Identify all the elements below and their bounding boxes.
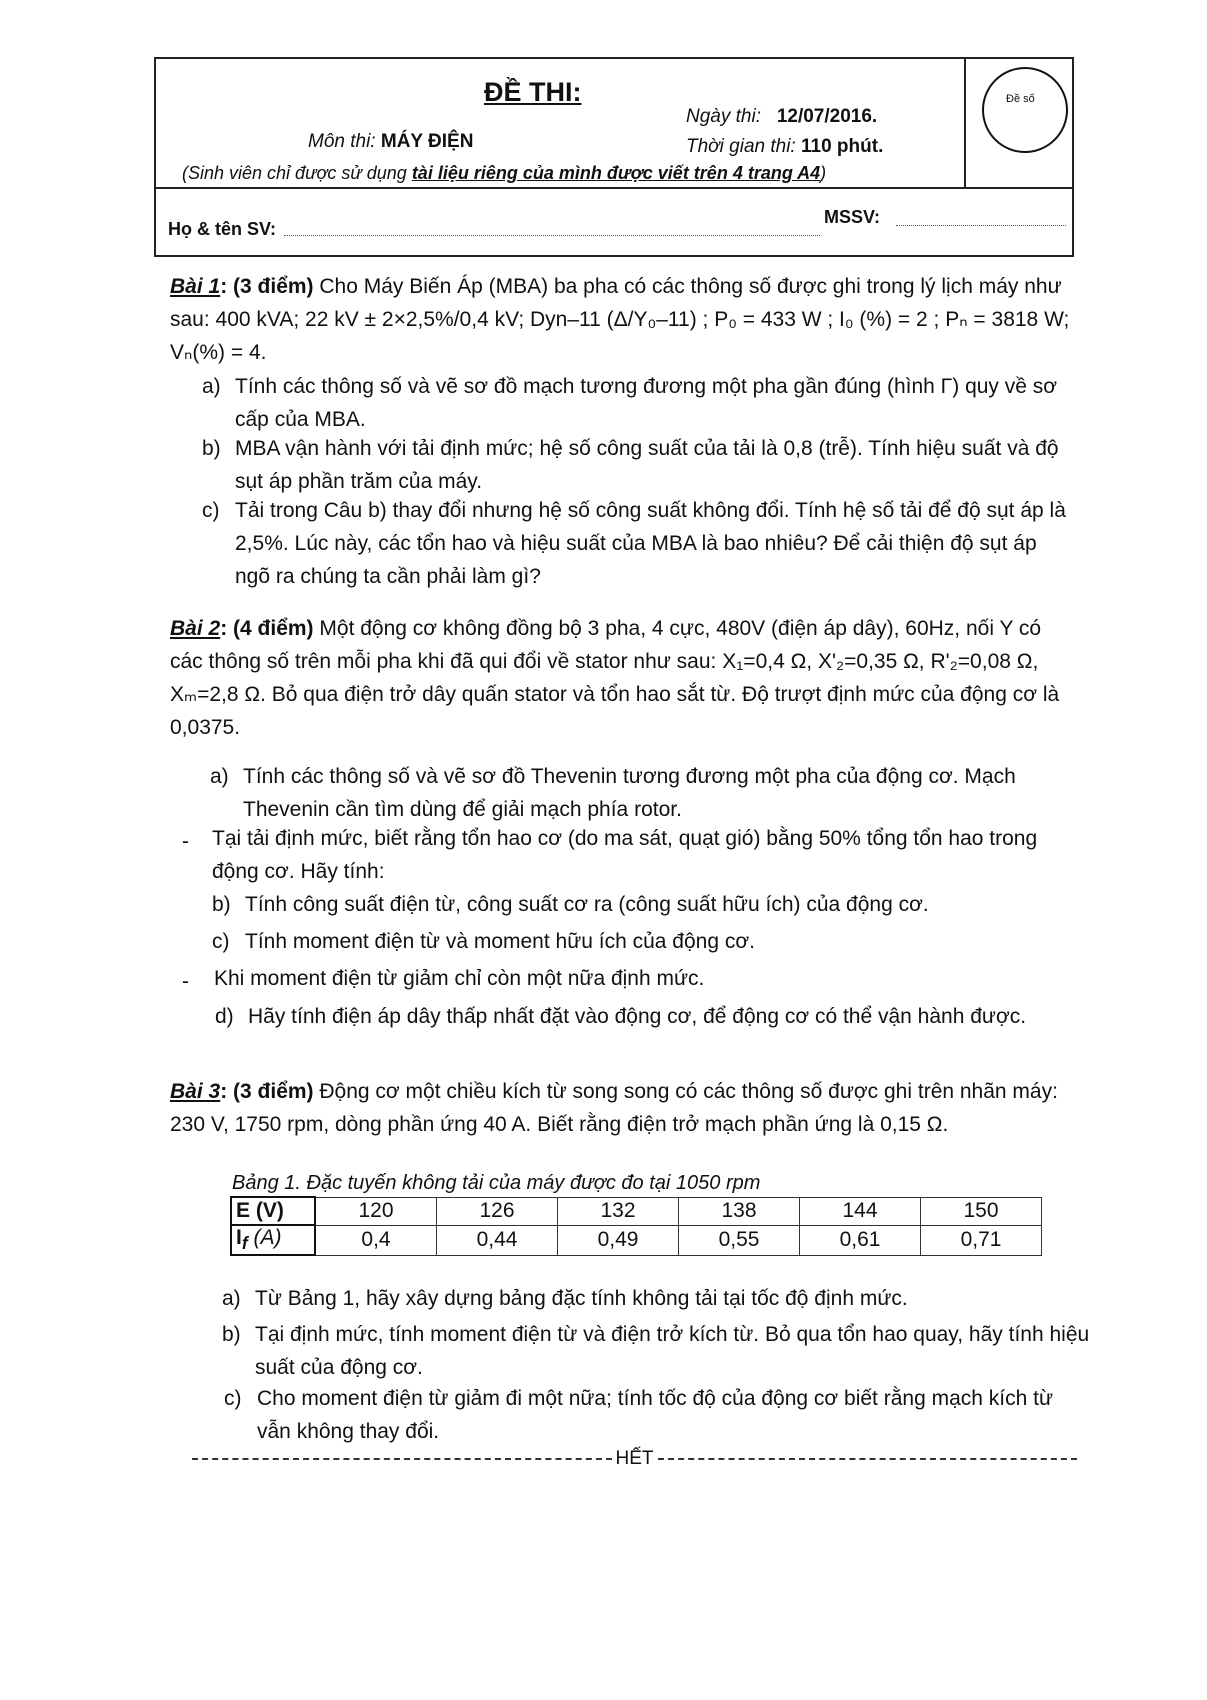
table-cell: 132 [558,1197,679,1225]
exam-title: ĐỀ THI: [484,77,582,107]
row-header-e: E (V) [231,1197,315,1225]
question-text: Tính moment điện từ và moment hữu ích của động cơ. [245,930,755,953]
bai3-points: : (3 điểm) [220,1080,314,1103]
bullet-dash: - [182,830,189,853]
duration-value: 110 phút. [801,136,884,157]
bai1-heading [170,275,314,298]
row-header-if [231,1225,315,1255]
question-label: c) [202,499,220,522]
question-label: c) [212,930,230,953]
end-text: HẾT [615,1448,654,1469]
question-text: MBA vận hành với tải định mức; hệ số công suất của tải là 0,8 (trễ). Tính hiệu suất và độ sụt áp phần trăm của máy. [235,437,1059,493]
table-row-e [231,1197,1042,1225]
bai1-question-c [202,494,1070,593]
question-text: Tính các thông số và vẽ sơ đồ Thevenin tương đương một pha của động cơ. Mạch Thevenin cần tìm dùng để giải mạch phía rotor. [243,765,1016,821]
bai2-text: Một động cơ không đồng bộ 3 pha, 4 cực, 480V (điện áp dây), 60Hz, nối Y có các thông số trên mỗi pha khi đã qui đổi về stator như sau: X₁=0,4 Ω, X'₂=0,35 Ω, R'₂=0,08 Ω, Xₘ=2,8 Ω. Bỏ qua điện trở dây quấn stator và tổn hao sắt từ. Độ trượt định mức của động cơ là 0,0375. [170,617,1060,739]
if-symbol: I [236,1226,242,1249]
note-prefix: (Sinh viên chỉ được sử dụng [182,163,412,183]
question-label: c) [224,1387,242,1410]
student-name-field[interactable] [284,235,820,236]
bai2-bullet-2: Khi moment điện từ giảm chỉ còn một nữa định mức. [214,967,705,990]
exam-date [686,106,877,128]
no-load-table [230,1196,1042,1256]
question-text: Cho moment điện từ giảm đi một nữa; tính tốc độ của động cơ biết rằng mạch kích từ vẫn không thay đổi. [257,1387,1054,1443]
student-id-field[interactable] [896,225,1066,226]
question-label: d) [215,1005,234,1028]
duration-label: Thời gian thi: [686,136,796,157]
date-label: Ngày thi: [686,106,761,127]
end-marker [192,1448,1077,1470]
bai2-question-b [212,888,1075,921]
divider [192,1458,612,1460]
bai1-label: Bài 1 [170,275,221,298]
student-id-label: MSSV: [824,207,881,227]
bai2-question-c [212,925,1075,958]
table-cell: 0,71 [921,1225,1042,1255]
table-cell: 150 [921,1197,1042,1225]
exam-duration [686,136,883,158]
table-cell: 0,61 [800,1225,921,1255]
question-label: a) [210,765,229,788]
student-name-label: Họ & tên SV: [168,219,277,239]
bai1-points: : (3 điểm) [220,275,314,298]
table-cell: 0,4 [315,1225,437,1255]
table-cell: 138 [679,1197,800,1225]
bai3-question-c [224,1382,1092,1448]
bai2-question-a [210,760,1073,826]
subject-label: Môn thi: [308,131,376,152]
divider [156,187,1072,189]
bai2-points: : (4 điểm) [220,617,314,640]
question-text: Tại định mức, tính moment điện từ và điện trở kích từ. Bỏ qua tổn hao quay, hãy tính hiệu suất của động cơ. [255,1323,1090,1379]
materials-note [182,163,826,184]
divider [658,1458,1078,1460]
table-cell: 0,55 [679,1225,800,1255]
note-bold: tài liệu riêng của mình được viết trên 4 trang A4 [411,163,821,183]
question-label: b) [202,437,221,460]
bai2-intro [170,612,1075,744]
question-label: b) [222,1323,241,1346]
if-unit: (A) [247,1226,282,1249]
question-text: Hãy tính điện áp dây thấp nhất đặt vào động cơ, để động cơ có thể vận hành được. [248,1005,1027,1028]
bai3-label: Bài 3 [170,1080,221,1103]
question-label: a) [202,375,221,398]
question-label: a) [222,1287,241,1310]
table-cell: 144 [800,1197,921,1225]
bai1-intro [170,270,1070,369]
bai1-question-b [202,432,1070,498]
date-value: 12/07/2016. [776,106,878,127]
table-caption: Bảng 1. Đặc tuyến không tải của máy được đo tại 1050 rpm [232,1172,761,1194]
table-cell: 126 [437,1197,558,1225]
divider [964,59,966,187]
exam-header-box [154,57,1074,257]
question-text: Từ Bảng 1, hãy xây dựng bảng đặc tính không tải tại tốc độ định mức. [255,1287,908,1310]
bai3-intro [170,1075,1080,1141]
table-cell: 0,49 [558,1225,679,1255]
question-text: Tải trong Câu b) thay đổi nhưng hệ số công suất không đổi. Tính hệ số tải để độ sụt áp là 2,5%. Lúc này, các tổn hao và hiệu suất của MBA là bao nhiêu? Để cải thiện độ sụt áp ngõ ra chúng ta cần phải làm gì? [235,499,1066,588]
question-text: Tính các thông số và vẽ sơ đồ mạch tương đương một pha gần đúng (hình Γ) quy về sơ cấp của MBA. [235,375,1058,431]
bai2-bullet-1: Tại tải định mức, biết rằng tổn hao cơ (do ma sát, quạt gió) bằng 50% tổng tổn hao trong động cơ. Hãy tính: [212,827,1038,883]
if-subscript: f [241,1233,248,1254]
question-text: Tính công suất điện từ, công suất cơ ra (công suất hữu ích) của động cơ. [245,893,929,916]
table-row-if [231,1225,1042,1255]
table-cell: 120 [315,1197,437,1225]
bai3-question-a [222,1282,1085,1315]
bai1-question-a [202,370,1070,436]
subject [308,131,473,153]
note-suffix: ) [820,163,827,183]
exam-code-circle [982,67,1068,153]
bai3-heading [170,1080,314,1103]
subject-value: MÁY ĐIỆN [380,131,474,152]
bai2-heading [170,617,314,640]
bullet-dash: - [182,970,189,993]
bai3-text: Động cơ một chiều kích từ song song có các thông số được ghi trên nhãn máy: 230 V, 1750 rpm, dòng phần ứng 40 A. Biết rằng điện trở mạch phần ứng là 0,15 Ω. [170,1080,1058,1136]
bai2-label: Bài 2 [170,617,221,640]
bai3-question-b [222,1318,1090,1384]
table-cell: 0,44 [437,1225,558,1255]
bai2-question-d [215,1000,1078,1033]
exam-code-label: Đề số [1006,93,1035,105]
bai1-text: Cho Máy Biến Áp (MBA) ba pha có các thông số được ghi trong lý lịch máy như sau: 400 kVA; 22 kV ± 2×2,5%/0,4 kV; Dyn–11 (Δ/Y₀–11) ; P₀ = 433 W ; I₀ (%) = 2 ; Pₙ = 3818 W; Vₙ(%) = 4. [170,275,1070,364]
question-label: b) [212,893,231,916]
